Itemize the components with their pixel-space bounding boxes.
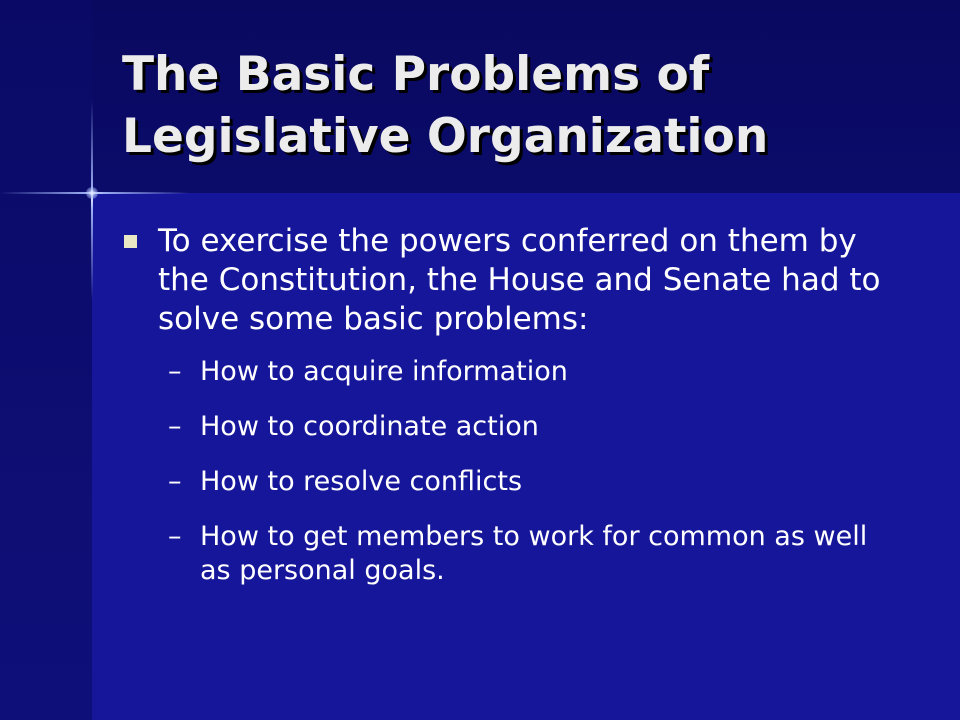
dash-bullet-icon: – [168, 356, 182, 387]
slide-title-line-1: The Basic Problems of [122, 47, 710, 102]
left-strip-background [0, 0, 92, 720]
dash-bullet-icon: – [168, 411, 182, 442]
sub-bullet-text: How to resolve conflicts [200, 466, 523, 497]
slide-title [122, 44, 922, 168]
sub-bullet-text: How to get members to work for common as well as personal goals. [200, 521, 868, 586]
sub-bullet-text: How to coordinate action [200, 411, 539, 442]
main-bullet [122, 222, 892, 339]
dash-bullet-icon: – [168, 521, 182, 552]
decorative-star-glow [86, 187, 98, 199]
sub-bullet-2 [122, 410, 892, 444]
sub-bullet-1 [122, 355, 892, 389]
decorative-vertical-line [91, 100, 93, 300]
slide-title-line-2: Legislative Organization [122, 109, 769, 164]
sub-bullet-text: How to acquire information [200, 356, 568, 387]
slide-body [122, 222, 892, 609]
main-bullet-text: To exercise the powers conferred on them by the Constitution, the House and Senate had to solve some basic problems: [158, 223, 881, 337]
sub-bullet-4 [122, 520, 892, 588]
sub-bullet-3 [122, 465, 892, 499]
square-bullet-icon [124, 235, 137, 248]
dash-bullet-icon: – [168, 466, 182, 497]
